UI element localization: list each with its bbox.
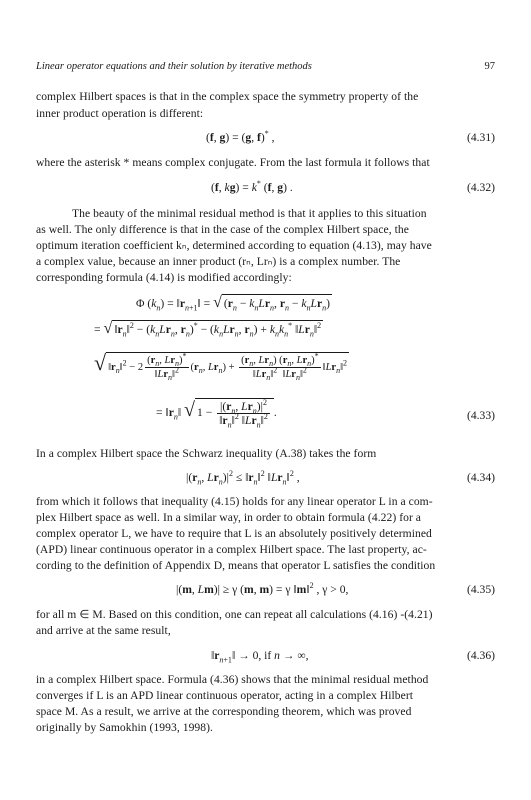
text-line: originally by Samokhin (1993, 1998). <box>36 721 213 734</box>
equation-number: (4.35) <box>466 583 495 596</box>
equation-4-32 <box>36 180 495 196</box>
equation-4-36 <box>36 648 495 666</box>
text-line: complex Hilbert spaces is that in the complex space the symmetry property of the <box>36 90 419 103</box>
equation-4-33 <box>36 294 495 444</box>
running-title: Linear operator equations and their solution by iterative methods <box>36 61 312 72</box>
equation-4-31 <box>36 130 495 146</box>
equation-number: (4.32) <box>466 181 495 194</box>
equation-line-3: √ $‖r_n‖^2 - 2$ $\frac{(r_n, Lr_n)^*}{‖Lr_n‖^2}$ ($r_n$, $Lr_n$) + $\frac{(r_n, Lr_n) (r_n, Lr_n)^*}{‖Lr_n‖^2 ‖Lr_n‖^2}$ $‖Lr_n‖^2$ <box>94 349 348 383</box>
text-line: cording to the definition of Appendix D, means that operator L satisfies the condition <box>36 559 436 572</box>
equation-number: (4.36) <box>466 649 495 662</box>
text-line: space M. As a result, we arrive at the corresponding theorem, which was proved <box>36 705 412 718</box>
text-line: as well. The only difference is that in the case of the complex Hilbert space, the <box>36 223 409 236</box>
equation-line-1: Φ $(k_n)$ = $‖r_{n+1}‖$ = √ ($r_n - k_nLr_n$, $r_n - k_nLr_n$) <box>136 294 330 313</box>
text-line: The beauty of the minimal residual method is that it applies to this situation <box>72 207 427 220</box>
text-line: from which it follows that inequality (4.15) holds for any linear operator L in a com- <box>36 495 433 508</box>
equation-number: (4.31) <box>466 131 495 144</box>
equation-4-35 <box>36 582 495 600</box>
equation-body: $|(r_n$, $Lr_n)|^2$ ≤ $‖r_n‖^2$ $‖Lr_n‖^2$ , <box>186 469 300 487</box>
equation-body: $‖r_{n+1}‖ \to 0$, if n → ∞, <box>211 649 309 665</box>
equation-body: (f, g) = (g, f)* , <box>206 129 275 144</box>
equation-body: |(m, Lm)| ≥ γ (m, m) = γ ‖m‖$^2$ , γ > 0, <box>176 581 349 596</box>
text-line: In a complex Hilbert space the Schwarz inequality (A.38) takes the form <box>36 447 377 460</box>
equation-number: (4.34) <box>466 471 495 484</box>
text-line: a complex value, because an inner product (rₙ, Lrₙ) is a complex number. The <box>36 255 401 268</box>
equation-line-2: = √ $‖r_n‖^2 - (k_nLr_n$, $r_n)^* - (k_nLr_n$, $r_n) + k_nk_n^*$ $‖Lr_n‖^2$ <box>94 320 322 339</box>
page-number: 97 <box>484 61 495 72</box>
text-line: converges if L is an APD linear continuous operator, acting in a complex Hilbert <box>36 689 414 702</box>
equation-line-4: = $‖r_n‖$ √ 1 − $\frac{|(r_n, Lr_n)|^2}{‖r_n‖^2 ‖Lr_n‖^2}$ . <box>156 398 277 430</box>
text-line: and arrive at the same result, <box>36 624 171 637</box>
text-line: (APD) linear continuous operator in a complex Hilbert space. The last property, ac- <box>36 543 427 556</box>
text-line: corresponding formula (4.14) is modified accordingly: <box>36 271 292 284</box>
text-line: optimum iteration coefficient kₙ, determined according to equation (4.13), may have <box>36 239 432 252</box>
text-line: inner product operation is different: <box>36 107 204 120</box>
text-line: in a complex Hilbert space. Formula (4.36) shows that the minimal residual method <box>36 673 429 686</box>
equation-body: (f, kg) = k* (f, g) . <box>211 179 293 194</box>
running-header <box>36 61 495 77</box>
text-line: complex operator L, we have to require that L is an absolutely positively determined <box>36 527 432 540</box>
text-line: where the asterisk * means complex conjugate. From the last formula it follows that <box>36 156 430 169</box>
text-line: for all m ∈ M. Based on this condition, one can repeat all calculations (4.16) -(4.21) <box>36 608 433 621</box>
equation-4-34 <box>36 470 495 488</box>
equation-number: (4.33) <box>466 409 495 422</box>
text-line: plex Hilbert space as well. In a similar way, in order to obtain formula (4.22) for a <box>36 511 422 524</box>
